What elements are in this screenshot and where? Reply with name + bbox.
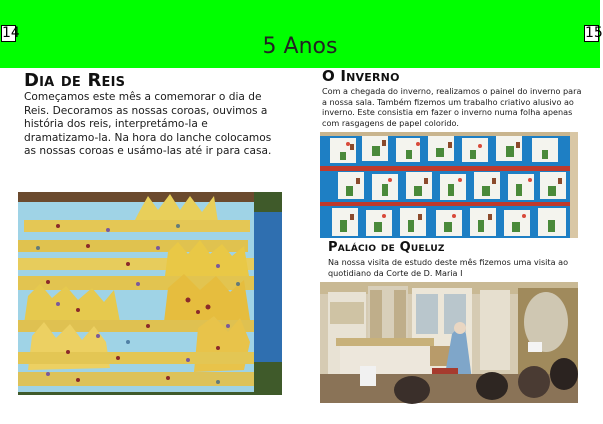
heading-dia-de-reis: Dia de Reis xyxy=(24,70,126,91)
paragraph-o-inverno: Com a chegada do inverno, realizamos o painel do inverno para a nossa sala. Também fizemos um trabalho criativo alusivo ao inverno. Este consistia em fazer o inverno numa folha apenas com rasgagens de papel colorido. xyxy=(322,86,582,129)
photo-winter-panel xyxy=(320,132,578,238)
heading-palacio-de-queluz: Palácio de Queluz xyxy=(328,240,445,255)
page-number-left: 14 xyxy=(2,25,20,41)
page-title: 5 Anos xyxy=(262,34,338,59)
photo-crowns-collage xyxy=(18,192,282,395)
page-number-right: 15 xyxy=(585,25,603,41)
header-band xyxy=(0,0,603,68)
paragraph-palacio-de-queluz: Na nossa visita de estudo deste mês fizemos uma visita ao quotidiano da Corte de D. Maria I xyxy=(328,257,569,278)
paragraph-dia-de-reis: Começamos este mês a comemorar o dia de Reis. Decoramos as nossas coroas, ouvimos a história dos reis, interpretámo-la e dramatizamo-la. Na hora do lanche colocamos as nossas coroas e usámo-las até ir para casa. xyxy=(24,91,272,158)
photo-queluz-palace-room xyxy=(320,282,578,403)
heading-o-inverno: O Inverno xyxy=(322,67,400,85)
